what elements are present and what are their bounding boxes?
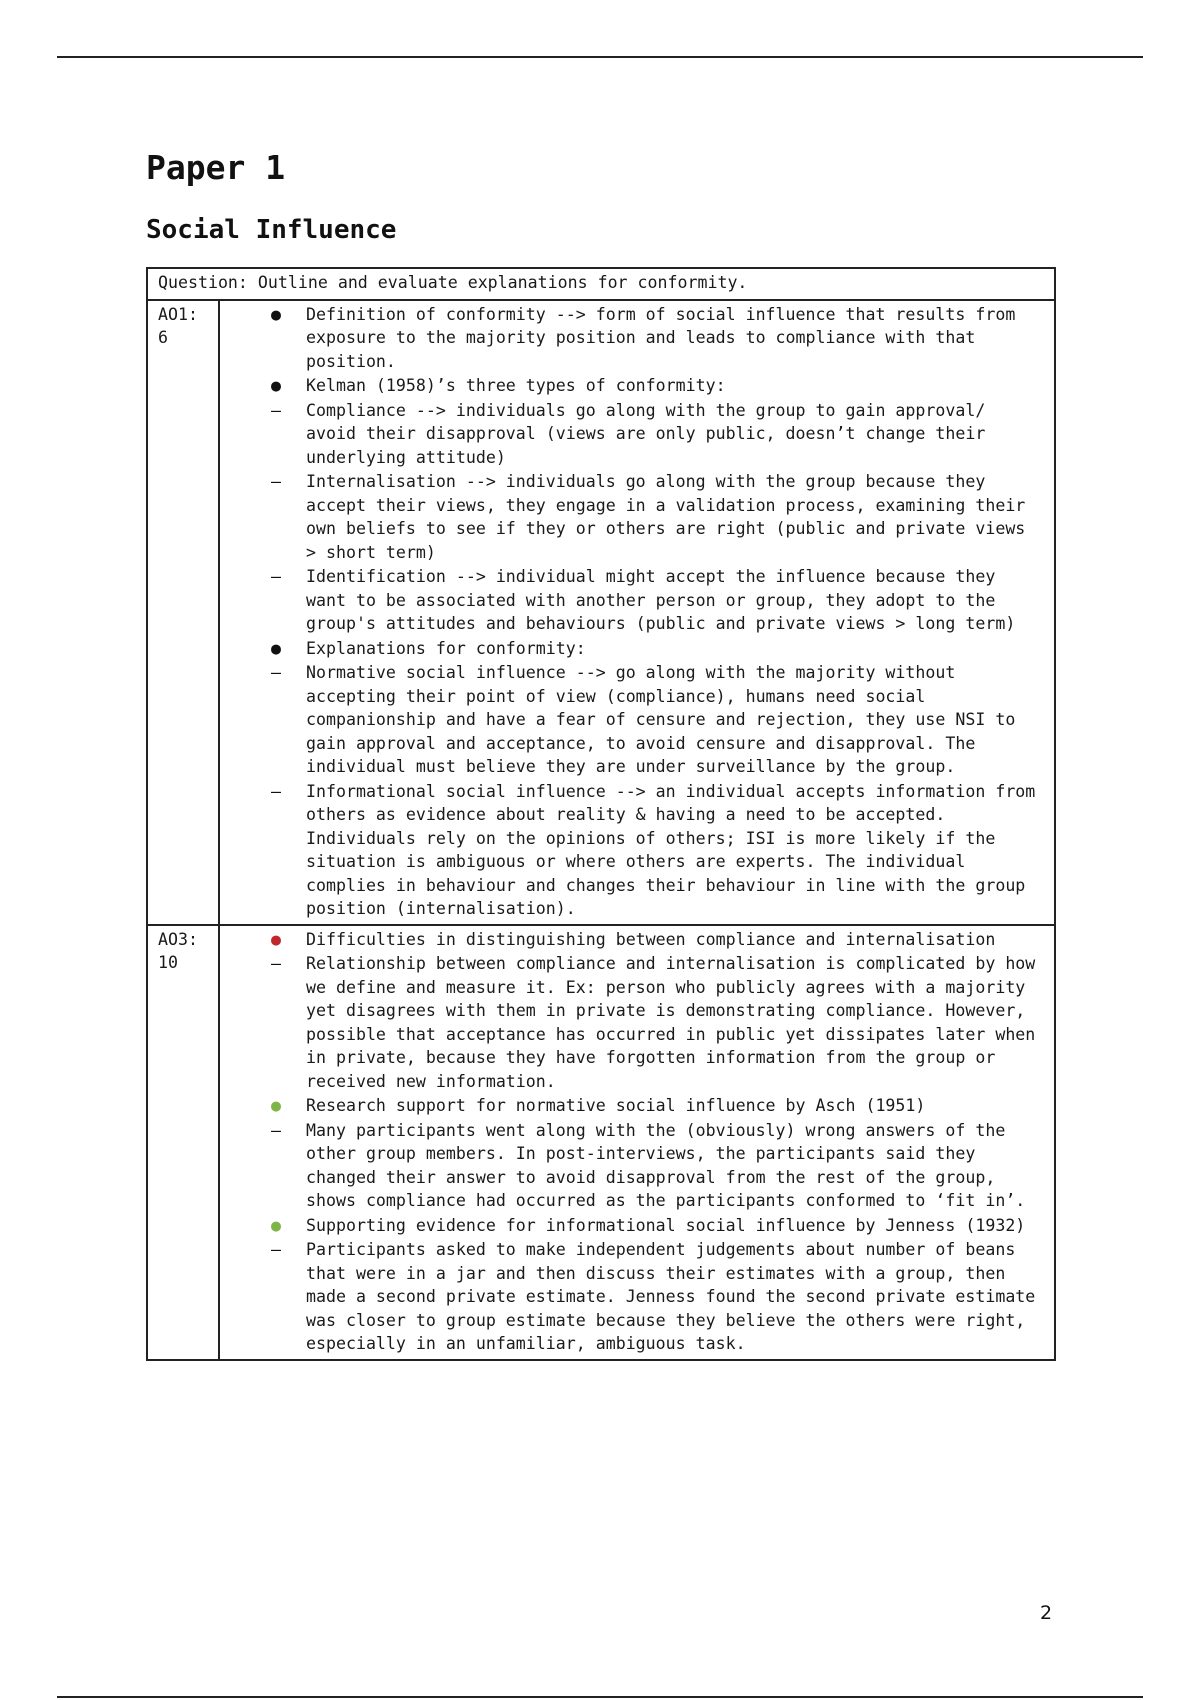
list-item-text: Normative social influence --> go along with the majority without accepting their point of view (compliance), humans need social companionship and have a fear of censure and rejection, they use NSI to gain approval and acceptance, to avoid censure and disapproval. The individual must believe they are under surveillance by the group. bbox=[306, 663, 1016, 776]
bullet-icon: ● bbox=[271, 376, 281, 395]
ao3-points-list bbox=[220, 928, 1044, 1356]
header-rule bbox=[57, 56, 1143, 58]
list-item bbox=[220, 661, 1044, 779]
list-item-text: Definition of conformity --> form of social influence that results from exposure to the majority position and leads to compliance with that position. bbox=[306, 304, 1016, 371]
list-item-text: Explanations for conformity: bbox=[306, 638, 586, 658]
page-number: 2 bbox=[1040, 1602, 1053, 1624]
ao1-row bbox=[147, 300, 1055, 925]
list-item bbox=[220, 780, 1044, 921]
list-item-text: Informational social influence --> an individual accepts information from others as evidence about reality & having a need to be accepted. Individuals rely on the opinions of others; ISI is more likely if the situation is ambiguous or where others are experts. The individual complies in behaviour and changes their behaviour in line with the group position (internalisation). bbox=[306, 781, 1036, 918]
question-text: Question: Outline and evaluate explanations for conformity. bbox=[147, 268, 1055, 300]
list-item bbox=[220, 1238, 1044, 1356]
ao3-row bbox=[147, 925, 1055, 1360]
list-item-text: Difficulties in distinguishing between compliance and internalisation bbox=[306, 929, 996, 949]
list-item bbox=[220, 952, 1044, 1093]
ao3-label-cell bbox=[147, 925, 219, 1360]
ao1-points-list bbox=[220, 303, 1044, 921]
list-item bbox=[220, 928, 1044, 952]
bullet-icon: ● bbox=[271, 929, 281, 949]
list-item-text: Identification --> individual might accept the influence because they want to be associated with another person or group, they adopt to the group's attitudes and behaviours (public and private views > long term) bbox=[306, 567, 1016, 633]
list-item-text: Internalisation --> individuals go along with the group because they accept their views, they engage in a validation process, examining their own beliefs to see if they or others are right (public and private views > short term) bbox=[306, 472, 1026, 562]
list-item bbox=[220, 1119, 1044, 1213]
list-item bbox=[220, 565, 1044, 636]
list-item bbox=[220, 1094, 1044, 1118]
list-item-text: Supporting evidence for informational social influence by Jenness (1932) bbox=[306, 1215, 1026, 1235]
ao1-content bbox=[219, 300, 1055, 925]
page-title: Paper 1 bbox=[146, 148, 286, 187]
dash-icon: – bbox=[271, 400, 281, 420]
ao3-label: AO3: bbox=[158, 929, 198, 949]
list-item bbox=[220, 637, 1044, 661]
question-table bbox=[146, 267, 1056, 1361]
section-subtitle: Social Influence bbox=[146, 215, 397, 245]
ao3-marks: 10 bbox=[158, 953, 178, 972]
ao1-marks: 6 bbox=[158, 328, 168, 347]
ao1-label-cell bbox=[147, 300, 219, 925]
footer-rule bbox=[57, 1696, 1143, 1698]
dash-icon: – bbox=[271, 954, 281, 973]
list-item bbox=[220, 399, 1044, 470]
list-item-text: Compliance --> individuals go along with the group to gain approval/ avoid their disapproval (views are only public, doesn’t change their underlying attitude) bbox=[306, 400, 986, 467]
dash-icon: – bbox=[271, 781, 281, 801]
dash-icon: – bbox=[271, 472, 281, 491]
list-item bbox=[220, 303, 1044, 374]
dash-icon: – bbox=[271, 567, 281, 586]
dash-icon: – bbox=[271, 663, 281, 682]
question-row bbox=[147, 268, 1055, 300]
list-item bbox=[220, 470, 1044, 564]
ao1-label: AO1: bbox=[158, 304, 198, 324]
bullet-icon: ● bbox=[271, 638, 281, 658]
list-item-text: Kelman (1958)’s three types of conformity: bbox=[306, 376, 726, 395]
dash-icon: – bbox=[271, 1240, 281, 1259]
list-item-text: Relationship between compliance and internalisation is complicated by how we define and measure it. Ex: person who publicly agrees with a majority yet disagrees with them in private is demonstrating compliance. However, possible that acceptance has occurred in public yet dissipates later when in private, because they have forgotten information from the group or received new information. bbox=[306, 954, 1036, 1091]
list-item-text: Research support for normative social influence by Asch (1951) bbox=[306, 1096, 926, 1115]
bullet-icon: ● bbox=[271, 1215, 281, 1235]
bullet-icon: ● bbox=[271, 1096, 281, 1115]
list-item-text: Participants asked to make independent judgements about number of beans that were in a jar and then discuss their estimates with a group, then made a second private estimate. Jenness found the second private estimate was closer to group estimate because they believe the others were right, especially in an unfamiliar, ambiguous task. bbox=[306, 1240, 1036, 1353]
bullet-icon: ● bbox=[271, 304, 281, 324]
list-item-text: Many participants went along with the (obviously) wrong answers of the other group members. In post-interviews, the participants said they changed their answer to avoid disapproval from the rest of the group, shows compliance had occurred as the participants conformed to ‘fit in’. bbox=[306, 1120, 1026, 1210]
ao3-content bbox=[219, 925, 1055, 1360]
list-item bbox=[220, 374, 1044, 398]
dash-icon: – bbox=[271, 1120, 281, 1140]
list-item bbox=[220, 1214, 1044, 1238]
